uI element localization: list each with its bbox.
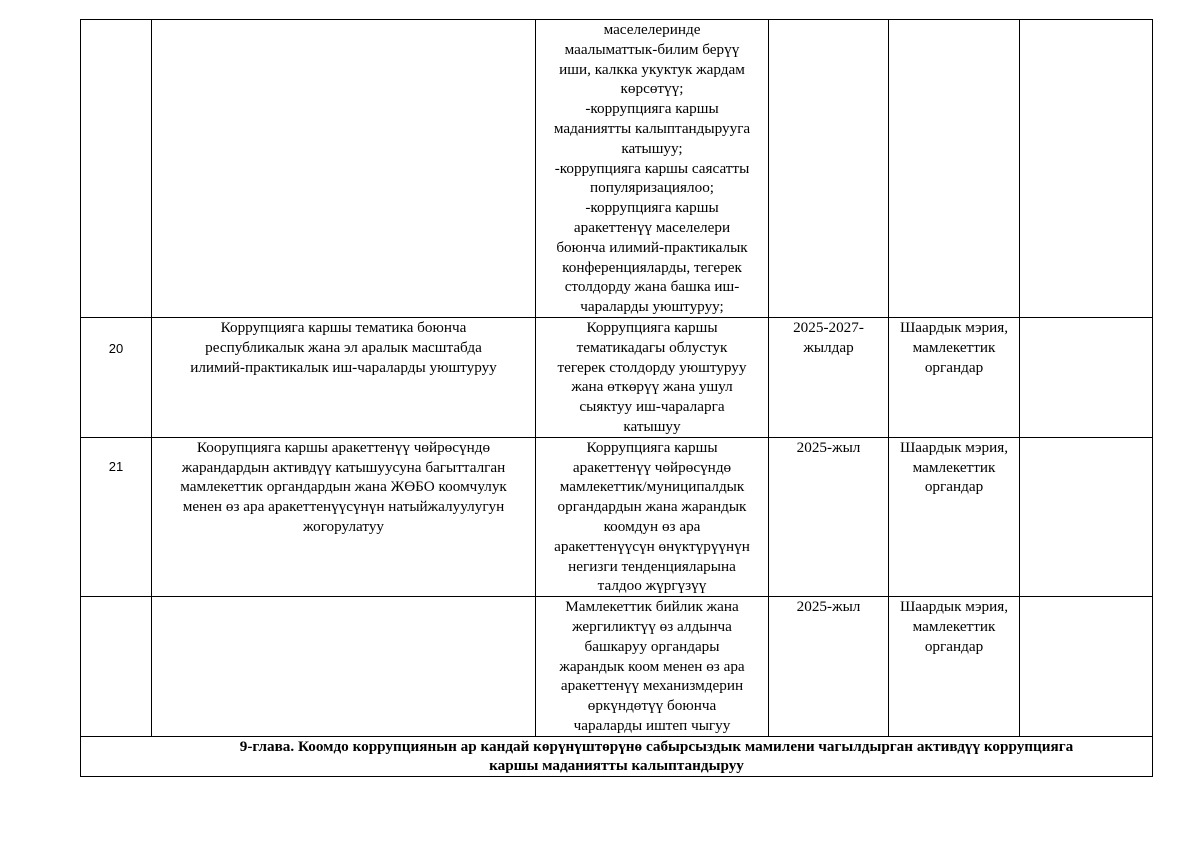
row-number-cell [81, 597, 152, 737]
event-line: республикалык жана эл аралык масштабда [205, 338, 482, 356]
description-line: боюнча илимий-практикалык [556, 238, 748, 256]
description-line: чараларды уюштуруу; [580, 298, 724, 316]
event-line: Коррупцияга каршы тематика боюнча [220, 318, 467, 336]
description-line: талдоо жүргүзүү [597, 577, 707, 595]
row-number-cell [81, 437, 152, 596]
term-line: 2025-жыл [796, 598, 861, 616]
chapter-heading [81, 736, 1153, 776]
description-line: көрсөтүү; [620, 80, 684, 98]
executor-line: мамлекеттик [912, 458, 996, 476]
description-line: маданиятты калыптандырууга [553, 119, 751, 137]
description-line: тегерек столдорду уюштуруу [557, 358, 747, 376]
executor-line: органдар [924, 637, 984, 655]
chapter-heading-line: каршы маданиятты калыптандыруу [489, 757, 744, 775]
description-line: маалыматтык-билим берүү [564, 40, 740, 58]
term-line: 2025-жыл [796, 438, 861, 456]
executor-line: органдар [924, 358, 984, 376]
description-cell [536, 317, 769, 437]
note-cell [1020, 437, 1153, 596]
row-number: 20 [108, 340, 124, 356]
executor-line: Шаардык мэрия, [899, 438, 1009, 456]
description-line: коомдун өз ара [603, 517, 701, 535]
term-cell [769, 20, 889, 318]
note-cell [1020, 20, 1153, 318]
table-row [81, 20, 1153, 318]
description-line: аракеттенүү чөйрөсүндө [572, 458, 732, 476]
row-number-cell [81, 20, 152, 318]
note-cell [1020, 597, 1153, 737]
description-line: аракеттенүүсүн өнүктүрүүнүн [554, 537, 750, 555]
description-line: органдардын жана жарандык [557, 498, 747, 516]
description-line: Мамлекеттик бийлик жана [565, 598, 739, 616]
executor-cell [889, 317, 1020, 437]
description-line: мамлекеттик/муниципалдык [559, 478, 745, 496]
executor-cell [889, 20, 1020, 318]
event-line: Коорупцияга каршы аракеттенүү чөйрөсүндө [196, 438, 491, 456]
description-cell [536, 597, 769, 737]
description-line: жарандык коом менен өз ара [559, 657, 745, 675]
description-line: столдорду жана башка иш- [564, 278, 740, 296]
executor-line: мамлекеттик [912, 338, 996, 356]
term-line: жылдар [803, 338, 854, 356]
description-line: маселелеринде [603, 21, 701, 38]
executor-line: Шаардык мэрия, [899, 598, 1009, 616]
description-line: -коррупцияга каршы саясатты [554, 159, 750, 177]
description-line: негизги тенденцияларына [568, 557, 736, 575]
row-number-cell [81, 317, 152, 437]
event-cell [152, 20, 536, 318]
description-line: катышуу; [621, 139, 683, 157]
description-line: иши, калкка укуктук жардам [559, 60, 745, 78]
description-line: аракеттенүү механизмдерин [560, 677, 744, 695]
chapter-heading-row [81, 736, 1153, 776]
description-line: -коррупцияга каршы [585, 100, 719, 118]
event-line: менен өз ара аракеттенүүсүнүн натыйжалуулугун [182, 498, 505, 516]
event-line: илимий-практикалык иш-чараларды уюштуруу [190, 358, 497, 376]
executor-line: Шаардык мэрия, [899, 318, 1009, 336]
table-row [81, 317, 1153, 437]
description-line: сыяктуу иш-чараларга [579, 398, 725, 416]
description-line: аракеттенүү маселелери [573, 218, 731, 236]
executor-line: мамлекеттик [912, 617, 996, 635]
description-line: популяризациялоо; [589, 179, 715, 197]
event-cell [152, 317, 536, 437]
executor-line: органдар [924, 478, 984, 496]
executor-cell [889, 597, 1020, 737]
description-cell [536, 20, 769, 318]
description-line: чараларды иштеп чыгуу [573, 716, 731, 734]
event-line: мамлекеттик органдардын жана ЖӨБО коомчулук [180, 478, 507, 496]
event-line: жарандардын активдүү катышуусуна багытталган [181, 458, 506, 476]
description-line: башкаруу органдары [584, 637, 720, 655]
row-number: 21 [108, 458, 124, 474]
term-cell [769, 597, 889, 737]
note-cell [1020, 317, 1153, 437]
anti-corruption-plan-table [80, 19, 1153, 777]
description-line: конференцияларды, тегерек [562, 258, 742, 276]
description-line: жергиликтүү өз алдынча [572, 617, 732, 635]
table-row [81, 597, 1153, 737]
description-line: -коррупцияга каршы [585, 199, 719, 217]
description-line: жана өткөрүү жана ушул [571, 378, 733, 396]
term-cell [769, 437, 889, 596]
term-line: 2025-2027- [793, 318, 864, 336]
description-line: тематикадагы облустук [576, 338, 728, 356]
description-cell [536, 437, 769, 596]
description-line: катышуу [623, 417, 681, 435]
description-line: Коррупцияга каршы [586, 318, 718, 336]
table-row [81, 437, 1153, 596]
chapter-heading-line: 9-глава. Коомдо коррупциянын ар кандай көрүнүштөрүнө сабырсыздык мамилени чагылдырган активдүү коррупцияга [239, 737, 1074, 755]
event-cell [152, 597, 536, 737]
description-line: өркүндөтүү боюнча [587, 697, 717, 715]
event-cell [152, 437, 536, 596]
term-cell [769, 317, 889, 437]
executor-cell [889, 437, 1020, 596]
description-line: Коррупцияга каршы [586, 438, 718, 456]
event-line: жогорулатуу [302, 517, 385, 535]
